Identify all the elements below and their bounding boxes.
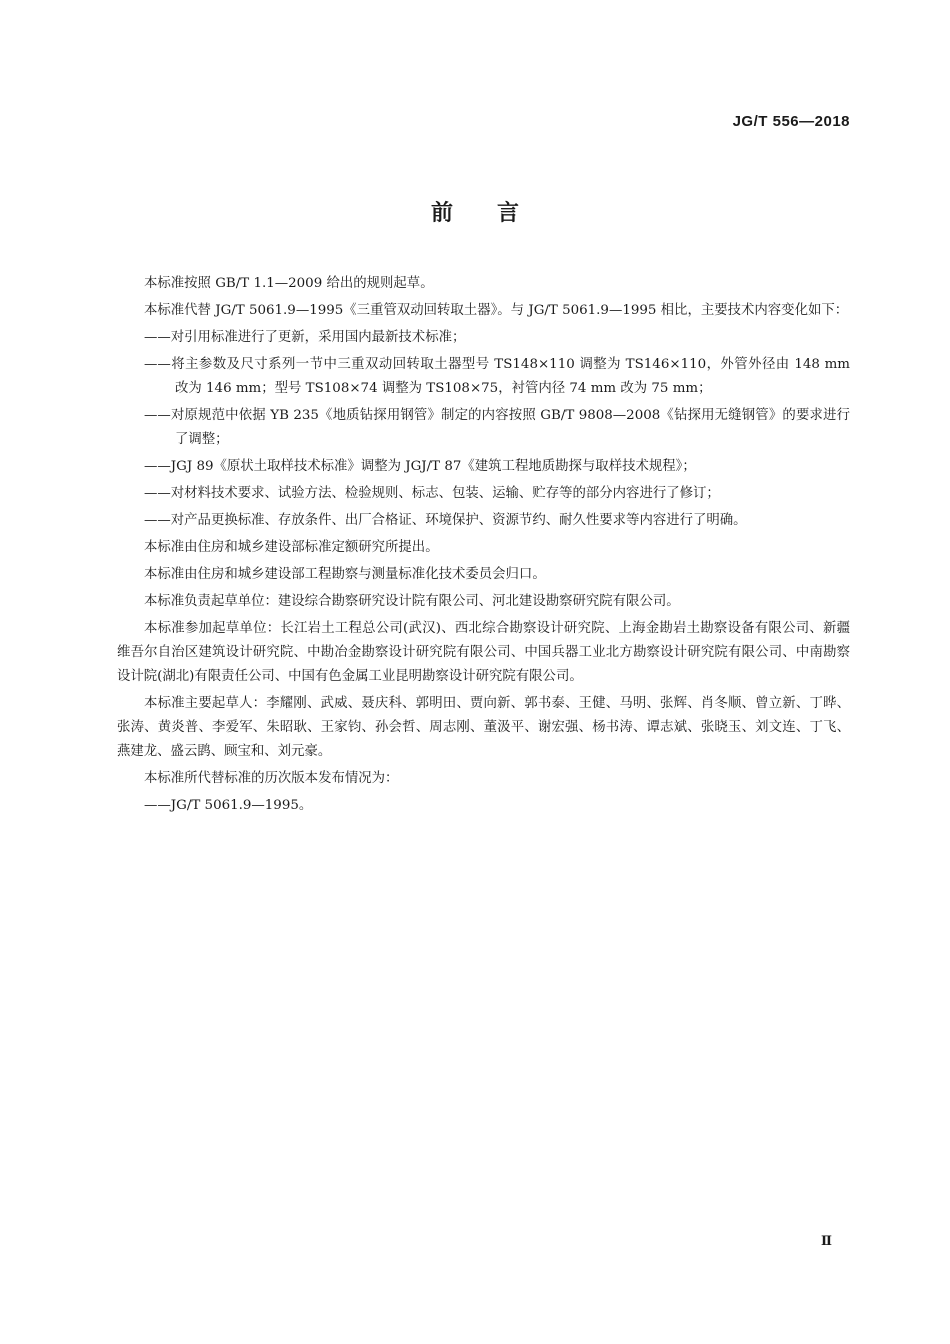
paragraph: 本标准所代替标准的历次版本发布情况为： [144, 771, 399, 786]
list-item: ——JGJ 89《原状土取样技术标准》调整为 JGJ/T 87《建筑工程地质勘探与取样技术规程》； [144, 459, 696, 474]
document-body [117, 272, 850, 821]
paragraph: 本标准主要起草人：李耀刚、武威、聂庆科、郭明田、贾向新、郭书泰、王健、马明、张辉、肖冬顺、曾立新、丁晔、张涛、黄炎普、李爱军、朱昭耿、王家钧、孙会哲、周志刚、董汲平、谢宏强、杨书涛、谭志斌、张晓玉、刘文连、丁飞、燕建龙、盛云鹍、顾宝和、刘元豪。 [117, 696, 850, 759]
paragraph: 本标准代替 JG/T 5061.9—1995《三重管双动回转取土器》。与 JG/T 5061.9—1995 相比，主要技术内容变化如下： [144, 303, 849, 318]
page-title: 前言 [430, 201, 563, 226]
paragraph: 本标准由住房和城乡建设部标准定额研究所提出。 [144, 540, 439, 555]
standard-code: JG/T 556—2018 [732, 113, 850, 130]
page-number: Ⅱ [821, 1234, 832, 1249]
list-item: ——JG/T 5061.9—1995。 [144, 798, 313, 813]
paragraph: 本标准按照 GB/T 1.1—2009 给出的规则起草。 [144, 276, 434, 291]
paragraph: 本标准负责起草单位：建设综合勘察研究设计院有限公司、河北建设勘察研究院有限公司。 [144, 594, 680, 609]
list-item: ——对原规范中依据 YB 235《地质钻探用钢管》制定的内容按照 GB/T 9808—2008《钻探用无缝钢管》的要求进行了调整； [144, 408, 850, 447]
paragraph: 本标准参加起草单位：长江岩土工程总公司(武汉)、西北综合勘察设计研究院、上海金勘岩土勘察设备有限公司、新疆维吾尔自治区建筑设计研究院、中勘冶金勘察设计研究院有限公司、中国兵器工业北方勘察设计研究院有限公司、中南勘察设计院(湖北)有限责任公司、中国有色金属工业昆明勘察设计研究院有限公司。 [117, 621, 850, 684]
list-item: ——将主参数及尺寸系列一节中三重双动回转取土器型号 TS148×110 调整为 TS146×110，外管外径由 148 mm 改为 146 mm；型号 TS108×74 调整为 TS108×75，衬管内径 74 mm 改为 75 mm； [144, 357, 850, 396]
list-item: ——对材料技术要求、试验方法、检验规则、标志、包装、运输、贮存等的部分内容进行了修订； [144, 486, 720, 501]
list-item: ——对产品更换标准、存放条件、出厂合格证、环境保护、资源节约、耐久性要求等内容进行了明确。 [144, 513, 747, 528]
list-item: ——对引用标准进行了更新，采用国内最新技术标准； [144, 330, 466, 345]
paragraph: 本标准由住房和城乡建设部工程勘察与测量标准化技术委员会归口。 [144, 567, 546, 582]
